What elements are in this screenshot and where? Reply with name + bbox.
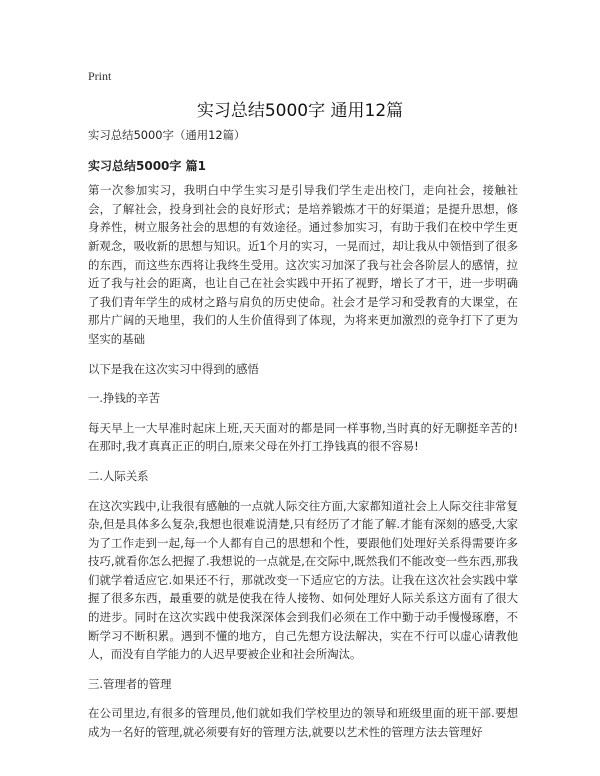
article-subtitle: 实习总结5000字（通用12篇）: [88, 128, 246, 142]
heading-management: 三.管理者的管理: [88, 676, 172, 691]
heading-relationships: 二.人际关系: [88, 468, 149, 483]
heading-earning: 一.挣钱的辛苦: [88, 391, 160, 406]
article-body: [88, 126, 518, 753]
paragraph-intro: 第一次参加实习，我明白中学生实习是引导我们学生走出校门，走向社会，接触社会，了解社会，投身到社会的良好形式；是培养锻炼才干的好渠道；是提升思想，修身养性，树立服务社会的思想的有效途径。通过参加实习，有助于我们在校中学生更新观念，吸收新的思想与知识。近1个月的实习，一晃而过，却让我从中领悟到了很多的东西，而这些东西将让我终生受用。这次实习加深了我与社会各阶层人的感情，拉近了我与社会的距离，也让自己在社会实践中开拓了视野，增长了才干，进一步明确了我们青年学生的成材之路与肩负的历史使命。社会才是学习和受教育的大课堂，在那片广阔的天地里，我们的人生价值得到了体现，为将来更加激烈的竞争打下了更为坚实的基础: [88, 183, 518, 346]
print-label[interactable]: Print: [88, 69, 112, 83]
paragraph-earning: 每天早上一大早准时起床上班,天天面对的都是同一样事物,当时真的好无聊挺辛苦的!在那时,我才真真正正的明白,原来父母在外打工挣钱真的很不容易!: [88, 420, 518, 454]
paragraph-relationships: 在这次实践中,让我很有感触的一点就人际交往方面,大家都知道社会上人际交往非常复杂,但是具体多么复杂,我想也很难说清楚,只有经历了才能了解.才能有深刻的感受,大家为了工作走到一起,每一个人都有自己的思想和个性，要跟他们处理好关系得需要许多技巧,就看你怎么把握了.我想说的一点就是,在交际中,既然我们不能改变一些东西,那我们就学着适应它.如果还不行，那就改变一下适应它的方法。让我在这次社会实践中掌握了很多东西，最重要的就是使我在待人接物、如何处理好人际关系这方面有了很大的进步。同时在这次实践中使我深深体会到我们必须在工作中勤于动手慢慢琢磨，不断学习不断积累。遇到不懂的地方，自己先想方设法解决，实在不行可以虚心请教他人，而没有自学能力的人迟早要被企业和社会所淘汰。: [88, 498, 518, 662]
paragraph-lead: 以下是我在这次实习中得到的感悟: [88, 361, 259, 376]
page-title: 实习总结5000字 通用12篇: [196, 101, 404, 121]
section-title: 实习总结5000字 篇1: [88, 158, 206, 173]
paragraph-management: 在公司里边,有很多的管理员,他们就如我们学校里边的领导和班级里面的班干部.要想成为一名好的管理,就必须要有好的管理方法,就要以艺术性的管理方法去管理好: [88, 706, 518, 740]
